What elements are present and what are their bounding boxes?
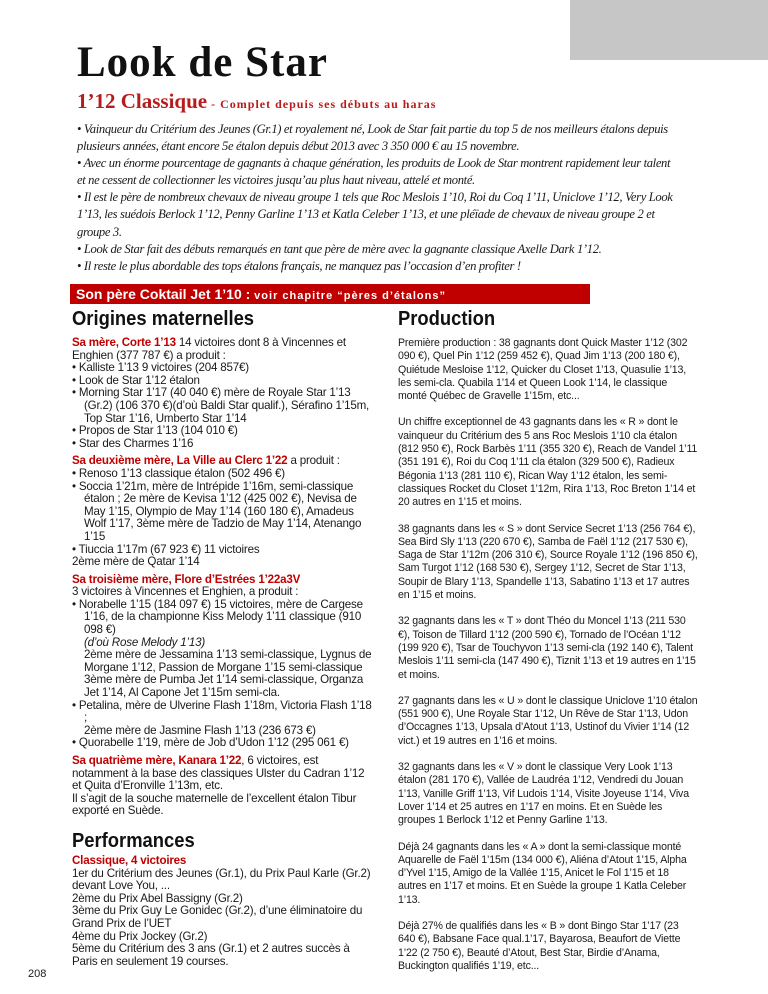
right-column: [398, 308, 698, 986]
list-item: • Look de Star 1’12 étalon: [72, 373, 200, 387]
sire-band: [70, 284, 590, 304]
page-number: 208: [28, 968, 47, 980]
mother-2: Sa deuxième mère, La Ville au Clerc 1’22 a produit :: [72, 454, 340, 468]
intro-bullet: • Look de Star fait des débuts remarqués en tant que père de mère avec la gagnante classique Axelle Dark 1’12.: [77, 241, 602, 256]
mother-3: Sa troisième mère, Flore d’Estrées 1’22a3V: [72, 572, 301, 586]
list-item: • Kalliste 1’13 9 victoires (204 857€): [72, 361, 249, 375]
production-paragraph: 32 gagnants dans les « T » dont Théo du Moncel 1’13 (211 530 €), Toison de Tillard 1’12 (200 590 €), Tornado de l’Océan 1’12 (199 920 €), Tsar de Touchyvon 1’13 semi-cla (192 140 €), Talent Meslois 1’11 semi-cla (147 490 €), Tiznit 1’13 et 19 autres en 1’15 et moins.: [398, 615, 696, 681]
performances-section: [72, 830, 372, 968]
origines-heading: Origines maternelles: [72, 308, 255, 330]
intro-bullet: • Il est le père de nombreux chevaux de niveau groupe 1 tels que Roc Meslois 1’10, Roi du Coq 1’11, Uniclove 1’12, Very Look 1’13, les suédois Berlock 1’12, Penny Garline 1’13 et Katla Celeber 1’13, et une pléïade de chevaux de niveau groupe 2 et groupe 3.: [77, 190, 673, 239]
production-paragraph: Déjà 27% de qualifiés dans les « B » dont Bingo Star 1’17 (23 640 €), Babsane Face qual.1’17, Bayarosa, Beaufort de Viette 1’22 (2 750 €), Beauté d’Atout, Best Star, Birdie d’Anama, Buckington qualifiés 1’19, etc...: [398, 919, 681, 972]
performances-heading: Performances: [72, 829, 195, 852]
list-item: 2ème du Prix Abel Bassigny (Gr.2): [72, 891, 243, 905]
production-paragraph: Un chiffre exceptionnel de 43 gagnants dans les « R » dont le vainqueur du Critérium des 5 ans Roc Meslois 1’10 cla étalon (812 950 €), Rock Barbès 1’11 (355 320 €), Reach de Vandel 1’11 (351 191 €), Roi du Coq 1’11 cla étalon (329 500 €), Radieux Bégonia 1’13 (281 110 €), Rican Way 1’12 étalon, les semi-classiques Rocket du Closet 1’12m, Rira 1’13, Roc Breton 1’14 et 20 autres en 1’15 et moins.: [398, 416, 698, 509]
mother-4: Sa quatrième mère, Kanara 1’22, 6 victoires, est notamment à la base des classiques Ulster du Cadran 1’12 et Quita d’Eronville 1’13m, etc.: [72, 754, 365, 793]
production-paragraph: Première production : 38 gagnants dont Quick Master 1’12 (302 090 €), Quel Pin 1’12 (259 452 €), Quad Jim 1’13 (200 180 €), Quiétude Mesloise 1’12, Quicker du Closet 1’13, Quasulie 1’13, les semi-cla. Quabila 1’14 et Queen Look 1’14, le classique monté Québec de Gravelle 1’15m, etc...: [398, 337, 688, 403]
list-item: 1er du Critérium des Jeunes (Gr.1), du Prix Paul Karle (Gr.2) devant Love You, ...: [72, 866, 371, 893]
sire-chapter-link[interactable]: voir chapitre “pères d’étalons”: [254, 290, 446, 302]
list-item: • Petalina, mère de Ulverine Flash 1’18m, Victoria Flash 1’18 ;: [72, 698, 372, 725]
list-item: 3ème du Prix Guy Le Gonidec (Gr.2), d’une éliminatoire du Grand Prix de l’UET: [72, 904, 363, 930]
production-paragraph: Déjà 24 gagnants dans les « A » dont la semi-classique monté Aquarelle de Faël 1’15m (134 000 €), Aliéna d’Atout 1’15, Alpha d’Yvel 1’15, Amigo de la Vallée 1’15, Anicet le Fol 1’15 et 18 autres en 1’17 et moins. Et en Suède la groupe 1 Katla Celeber 1’13.: [398, 840, 687, 906]
subtitle-main: 1’12 Classique: [77, 89, 208, 113]
list-item: 4ème du Prix Jockey (Gr.2): [72, 929, 208, 943]
page-subtitle: [77, 89, 436, 114]
list-item: • Renoso 1’13 classique étalon (502 496 €): [72, 466, 285, 480]
intro-bullets: [77, 121, 677, 275]
performances-subheading: Classique, 4 victoires: [72, 853, 187, 867]
production-paragraph: 27 gagnants dans les « U » dont le classique Uniclove 1’10 étalon (551 900 €), Une Royale Star 1’12, Un Rêve de Star 1’13, Udon d’Occagnes 1’13, Upsala d’Atout 1’13, Ustinof du Vivier 1’14 (12 vict.) et 19 autres en 1’16 et moins.: [398, 694, 698, 747]
list-item: (d’où Rose Melody 1’13): [84, 635, 206, 649]
list-item: • Tiuccia 1’17m (67 923 €) 11 victoires: [72, 542, 260, 556]
intro-bullet: • Avec un énorme pourcentage de gagnants à chaque génération, les produits de Look de Star montrent rapidement leur talent et ne cessent de collectionner les victoires jusqu’au plus haut niveau, attelé et monté.: [77, 156, 671, 188]
list-item: 5ème du Critérium des 3 ans (Gr.1) et 2 autres succès à Paris en seulement 19 courses.: [72, 942, 350, 968]
sire-label: Son père Coktail Jet 1’10 :: [76, 286, 255, 302]
origines-body: [72, 337, 372, 818]
list-item: • Propos de Star 1’13 (104 010 €): [72, 424, 238, 438]
left-column: [72, 308, 372, 968]
list-item: 3ème mère de Pumba Jet 1’14 semi-classique, Organza Jet 1’14, Al Capone Jet 1’15m semi-cla.: [84, 673, 364, 700]
list-item: 2ème mère de Jasmine Flash 1’13 (236 673 €): [84, 723, 316, 737]
list-item: • Star des Charmes 1’16: [72, 436, 194, 450]
production-paragraph: 38 gagnants dans les « S » dont Service Secret 1’13 (256 764 €), Sea Bird Sly 1’13 (220 670 €), Samba de Faël 1’12 (217 530 €), Saga de Star 1’12m (206 310 €), Source Royale 1’12 (196 850 €), Sam Turgot 1’12 (168 530 €), Sergey 1’12, Secret de Star 1’13, Soupir de Blary 1’13, Spandelle 1’13, Sabatino 1’13 et 17 autres en 1’15 et moins.: [398, 522, 698, 602]
page-title: Look de Star: [77, 39, 328, 86]
production-paragraph: 32 gagnants dans les « V » dont le classique Very Look 1’13 étalon (281 170 €), Vallée de Laudréa 1’12, Vendredi du Jouan 1’13, Vanille Griff 1’13, Vif Ludois 1’14, Visite Joyeuse 1’14, Viva Lover 1’14 et 25 autres en 1’17 en moins. Et en Suède les groupes 1 Berlock 1’12 et Penny Garline 1’13.: [398, 761, 689, 827]
list-item: • Norabelle 1’15 (184 097 €) 15 victoires, mère de Cargese 1’16, de la championne Kiss Melody 1’11 classique (910 098 €): [72, 597, 363, 637]
production-heading: Production: [398, 308, 496, 330]
production-body: [398, 337, 698, 973]
list-item: 2ème mère de Qatar 1’14: [72, 555, 200, 569]
list-item: • Soccia 1’21m, mère de Intrépide 1’16m, semi-classique étalon ; 2e mère de Kevisa 1’12 (425 002 €), Nevisa de May 1’15, Olympio de May 1’14 (160 180 €), Amadeus Wolf 1’17, 3ème mère de Tadzio de May 1’14, Atenango 1’15: [72, 479, 362, 543]
performances-body: [72, 855, 372, 968]
subtitle-rest: - Complet depuis ses débuts au haras: [207, 97, 437, 111]
corner-tab: [570, 0, 768, 60]
list-item: • Morning Star 1’17 (40 040 €) mère de Royale Star 1’13 (Gr.2) (106 370 €)(d’où Baldi Star qualif.), Sérafino 1’15m, Top Star 1’16, Umberto Star 1’14: [72, 386, 370, 425]
mother-3-text: 3 victoires à Vincennes et Enghien, a produit :: [72, 585, 299, 599]
mother-1: Sa mère, Corte 1’13 14 victoires dont 8 à Vincennes et Enghien (377 787 €) a produit :: [72, 336, 346, 362]
intro-bullet: • Il reste le plus abordable des tops étalons français, ne manquez pas l’occasion d’en profiter !: [77, 258, 521, 273]
intro-bullet: • Vainqueur du Critérium des Jeunes (Gr.1) et royalement né, Look de Star fait partie du top 5 de nos meilleurs étalons depuis plusieurs années, étant encore 5e étalon depuis début 2013 avec 3 350 000 € au 15 novembre.: [77, 122, 668, 154]
list-item: • Quorabelle 1’19, mère de Job d’Udon 1’12 (295 061 €): [72, 736, 349, 750]
list-item: 2ème mère de Jessamina 1’13 semi-classique, Lygnus de Morgane 1’12, Passion de Morgane 1’15 semi-classique: [84, 648, 372, 674]
lineage-note: Il s’agit de la souche maternelle de l’excellent étalon Tibur exporté en Suède.: [72, 791, 357, 818]
